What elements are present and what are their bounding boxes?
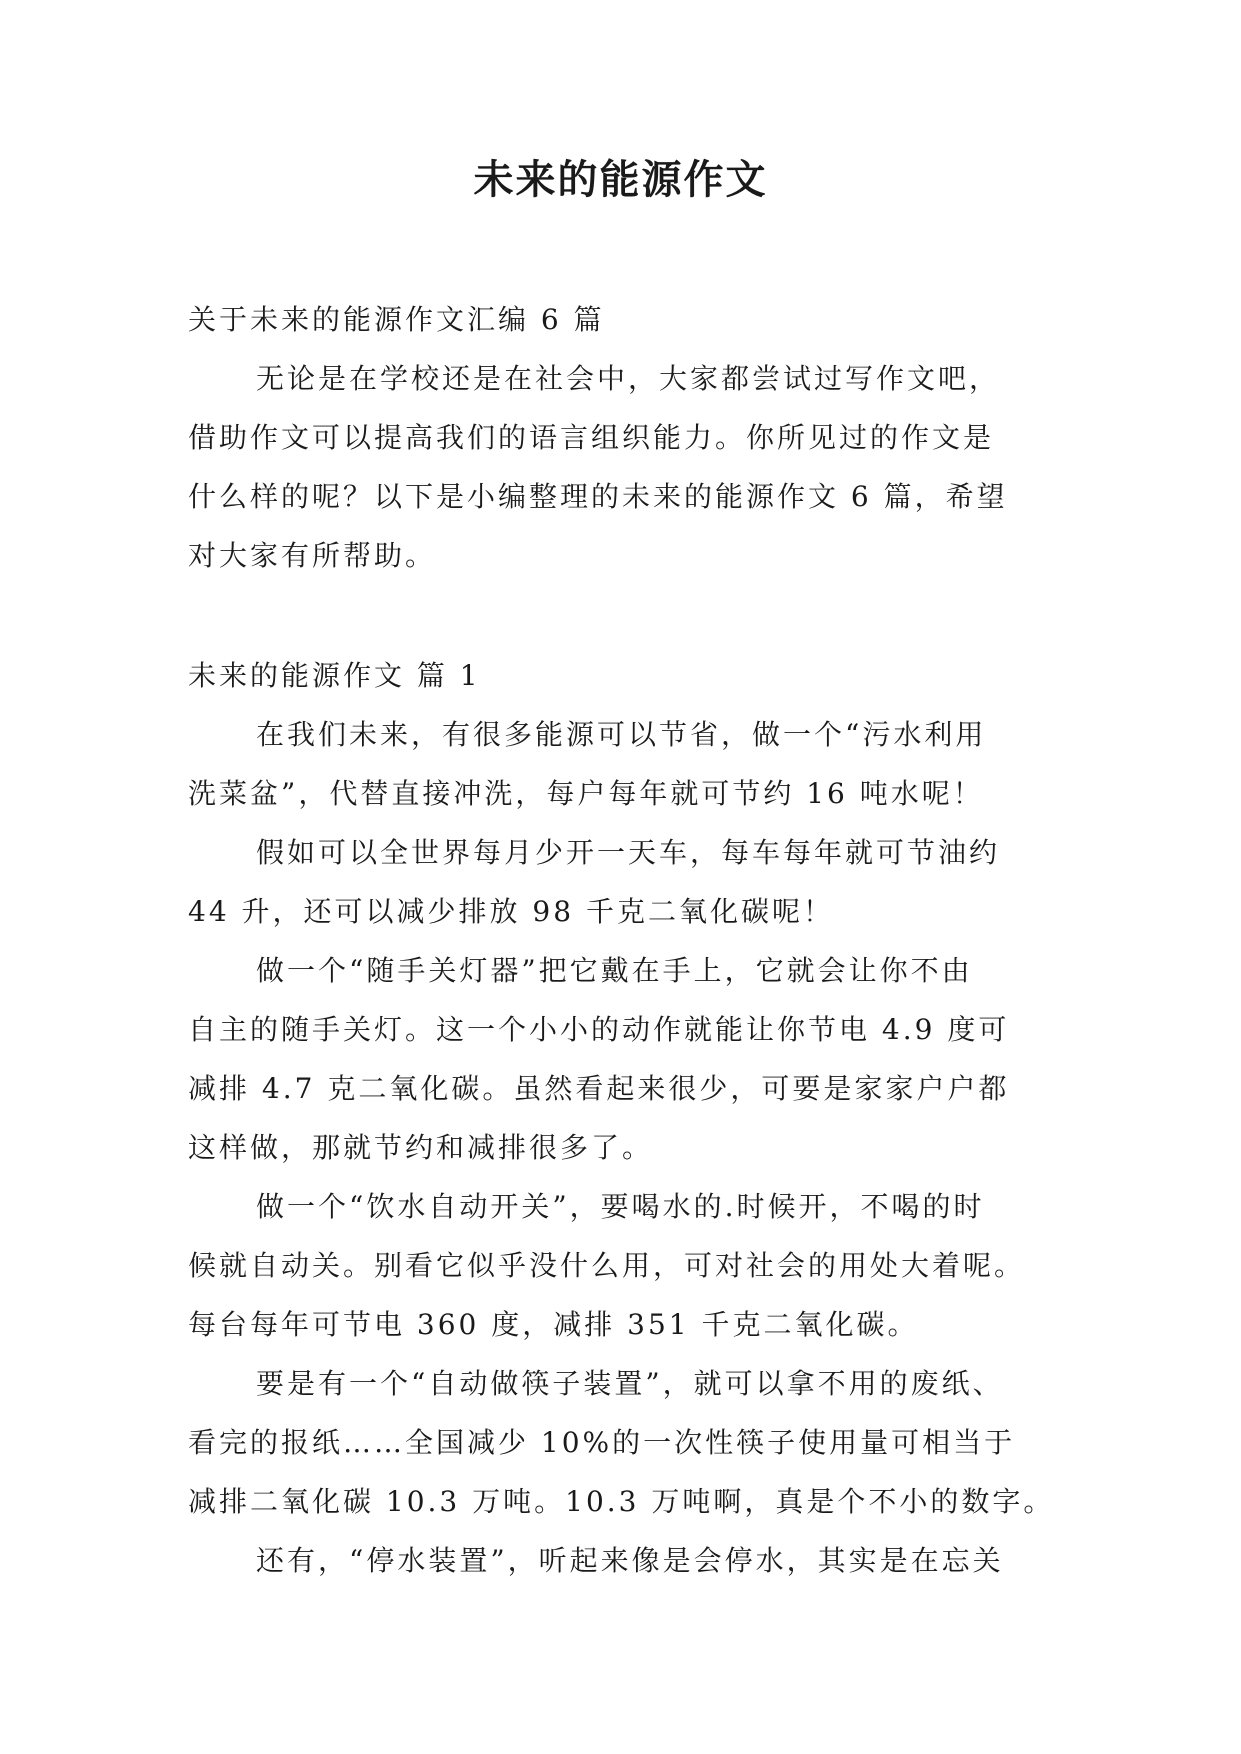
paragraph-line: 每台每年可节电 360 度，减排 351 千克二氧化碳。 <box>188 1308 919 1341</box>
paragraph-line: 44 升，还可以减少排放 98 千克二氧化碳呢！ <box>188 895 834 928</box>
paragraph-line: 假如可以全世界每月少开一天车，每车每年就可节油约 <box>256 836 1001 869</box>
paragraph-line: 要是有一个“自动做筷子装置”，就可以拿不用的废纸、 <box>256 1367 1004 1400</box>
paragraph-line: 洗菜盆”，代替直接冲洗，每户每年就可节约 16 吨水呢！ <box>188 777 984 810</box>
paragraph-line: 还有，“停水装置”，听起来像是会停水，其实是在忘关 <box>256 1544 1004 1577</box>
paragraph-line: 看完的报纸……全国减少 10%的一次性筷子使用量可相当于 <box>188 1426 1016 1459</box>
paragraph-line: 候就自动关。别看它似乎没什么用，可对社会的用处大着呢。 <box>188 1249 1026 1282</box>
document-body <box>188 290 1060 1590</box>
document-title: 未来的能源作文 <box>473 157 768 203</box>
paragraph-gap <box>188 585 1060 646</box>
paragraph-line: 在我们未来，有很多能源可以节省，做一个“污水利用 <box>256 718 987 751</box>
paragraph-line: 减排二氧化碳 10.3 万吨。10.3 万吨啊，真是个不小的数字。 <box>188 1485 1055 1518</box>
paragraph-line: 自主的随手关灯。这一个小小的动作就能让你节电 4.9 度可 <box>188 1013 1010 1046</box>
collection-heading: 关于未来的能源作文汇编 6 篇 <box>188 303 605 336</box>
paragraph-line: 减排 4.7 克二氧化碳。虽然看起来很少，可要是家家户户都 <box>188 1072 1010 1105</box>
paragraph-line: 做一个“随手关灯器”把它戴在手上，它就会让你不由 <box>256 954 973 987</box>
paragraph-line: 对大家有所帮助。 <box>188 539 437 572</box>
paragraph-line: 做一个“饮水自动开关”，要喝水的.时候开，不喝的时 <box>256 1190 985 1223</box>
paragraph-line: 无论是在学校还是在社会中，大家都尝试过写作文吧， <box>256 362 1001 395</box>
paragraph-line: 什么样的呢？以下是小编整理的未来的能源作文 6 篇，希望 <box>188 480 1008 513</box>
section-heading: 未来的能源作文 篇 1 <box>188 659 481 692</box>
paragraph-line: 借助作文可以提高我们的语言组织能力。你所见过的作文是 <box>188 421 995 454</box>
paragraph-line: 这样做，那就节约和减排很多了。 <box>188 1131 654 1164</box>
